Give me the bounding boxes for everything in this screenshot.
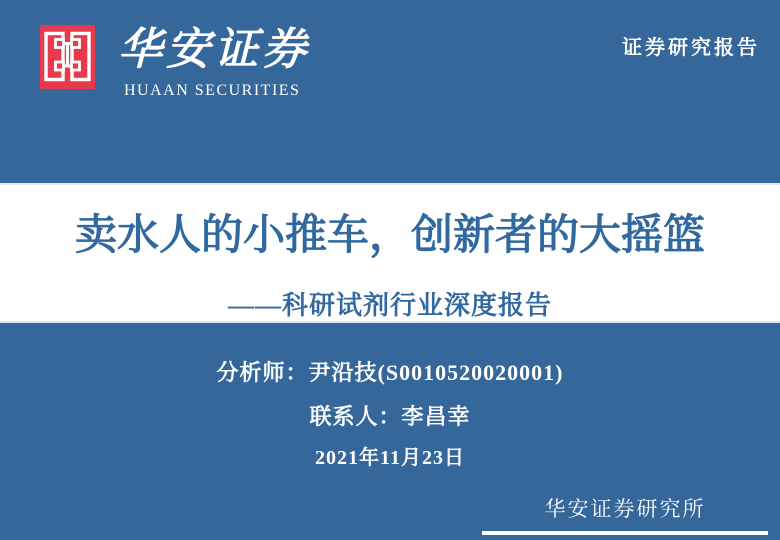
report-title: 卖水人的小推车，创新者的大摇篮 <box>74 213 705 259</box>
title-band <box>0 183 780 323</box>
report-type-label: 证券研究报告 <box>622 37 760 59</box>
contact-line: 联系人：李昌幸 <box>309 404 471 429</box>
brand-name-en: HUAAN SECURITIES <box>124 82 301 99</box>
institute-box <box>482 493 768 535</box>
report-date: 2021年11月23日 <box>315 447 465 469</box>
report-subtitle: ——科研试剂行业深度报告 <box>227 291 552 320</box>
analyst-line: 分析师：尹沿技(S0010520020001) <box>216 360 564 385</box>
institute-label: 华安证券研究所 <box>544 497 706 521</box>
brand-name-cn: 华安证券 <box>118 25 310 74</box>
huaan-logo-icon <box>40 25 95 89</box>
institute-underline-divider <box>482 531 768 535</box>
